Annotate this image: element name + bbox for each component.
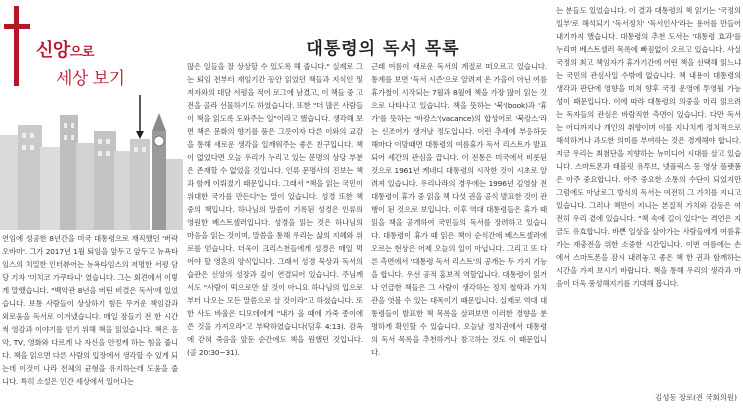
column-2-text: 많은 일들을 잘 상상할 수 있도록 해 줍니다." 실제로 그는 퇴임 전부터 재임기간 동안 읽었던 책들과 지식인 및 저자와의 대담 서평을 적어 로그에 남겼고, 이 책들 중 고전을 골라 선물하기도 하였습니다. 또한 "더 많은 사람들이 책을 읽도록 도와주는 일"이라고 했습니다. 생각해 보면 책은 문화의 향기를 품은 그릇이자 다른 이와의 교감을 통해 새로운 생각을 일깨워주는 좋은 친구입니다. 책이 없었다면 오늘 우리가 누리고 있는 문명의 상당 부분은 존재할 수 없었을 것입니다. 인류 문명사의 진보는 책과 함께 이뤄졌기 때문입니다. 그래서 "책을 읽는 국민이 위대한 국가를 만든다"는 말이 있습니다. 성경 또한 책 중의 책입니다. 하나님의 말씀이 기록된 성경은 인류의 영원한 베스트셀러입니다. 성경을 읽는 것은 하나님의 마음을 읽는 것이며, 말씀을 통해 우리는 삶의 지혜와 위로를 얻습니다. 더욱이 크리스천들에게 성경은 매일 먹어야 할 영혼의 양식입니다. 그래서 성경 묵상과 독서의 습관은 신앙의 성장과 깊이 연결되어 있습니다. 주님께서도 "사람이 떡으로만 살 것이 아니요 하나님의 입으로부터 나오는 모든 말씀으로 살 것이라"고 하셨습니다. 또한 사도 바울은 디모데에게 "내가 올 때에 가죽 종이에 쓴 것을 가져오라"고 부탁하였습니다(딤후 4:13). 감옥에 갇혀 죽음을 앞둔 순간에도 책을 원했던 것입니다. (골 20:30~31). [187,62,363,357]
column-1-text: 연임에 성공한 8년간을 미국 대통령으로 재직했던 '버락 오바마'. 그가 2017년 1월 퇴임을 앞두고 앞두고 뉴욕타임스의 치밀한 인터뷰어는 뉴욕타임스의 저명한 서평 담당 기자 '미치코 가쿠타니' 였습니다. 그는 회견에서 이렇게 말했습니다. "백악관 8년을 버틴 비결은 독서'에 있었습니다. 보통 사람들이 상상하기 힘든 무거운 책임감과 외로움을 독서로 이겨냈습니다. 매일 잠들기 전 한 시간씩 영감과 이야기를 얻기 위해 책을 읽었습니다. 책은 음악, TV, 영화와 다르게 나 자신을 안정케 하는 힘을 줍니다. 책을 읽으면 다른 사람의 입장에서 생각할 수 있게 되는데 이것이 나라 전체의 균형을 유지하는데 도움을 줍니다. 특히 소설은 인간 세상에서 일어나는 [2,234,178,386]
column-brand-subtitle: 세상 보기 [56,69,125,89]
column-4-text: 는 분들도 있었습니다. 이 결과 대통령의 책 읽기는 '국정의 일부'로 해석되기 '독서정치' '독서인사'라는 용어를 만들어 내기까지 했습니다. 대통령의 추천 도서는 '대통령 효과'를 누리며 베스트셀러 목록에 빠짐없이 오르고 있습니다. 사실 국정의 최고 책임자가 휴가기간에 어떤 책을 선택해 읽느냐는 국민의 관심사일 수밖에 없습니다. 책 내용이 대통령의 생각과 판단에 영향을 미쳐 향후 국정 운영에 투영될 가능성이 때문입니다. 이에 따라 대통령의 의중을 미리 읽으려는 독자들의 관심은 바람직한 측면이 있습니다. 다만 독서는 어디까지나 개인의 취향이며 이를 지나치게 정치적으로 해석하거나 과도한 의미를 부여하는 것은 경계해야 합니다. 지금 우리는 최첨단을 지향하는 뉴미디어 시대를 살고 있습니다. 스마트폰과 태블릿 유투브, 넷플릭스 등 영상 플랫폼은 아주 중요합니다. 아주 중요한 소통의 수단이 되었지만 그럼에도 아날로그 방식의 독서는 여전히 그 가치를 지니고 있습니다. 그러나 책만이 지니는 본질적 가치와 감동은 여전히 우리 곁에 있습니다. "책 속에 길이 있다"는 격언은 지금도 유효합니다. 바쁜 일상을 살아가는 사람들에게 여름휴가는 재충전을 위한 소중한 시간입니다. 이번 여름에는 손에서 스마트폰을 잠시 내려놓고 좋은 책 한 권과 함께하는 시간을 가져 보시기 바랍니다. 책을 통해 우리의 생각과 마음이 더욱 풍성해지기를 기대해 봅니다. [556,6,741,288]
article-column-4 [556,4,741,384]
column-3-text: 근래 여름이 새로운 독서의 계절로 떠오르고 있습니다. 통계를 보면 '독서 시즌'으로 알려져 온 가을이 아닌 여름휴가철이 시작되는 7월과 8월에 책을 가장 많이 읽는 것으로 나타나고 있습니다. 책을 뜻하는 '북'(book)과 '휴가'를 뜻하는 '바캉스'(vacance)의 합성어로 '북캉스'라는 신조어가 생겨날 정도입니다. 이런 추세에 부응하듯 해마다 이맘때면 대통령의 여름휴가 독서 리스트가 발표되어 세간의 관심을 끕니다. 이 전통은 미국에서 비롯된 것으로 1961년 케네디 대통령의 시작한 것이 시초로 알려져 있습니다. 우리나라의 경우에는 1996년 김영삼 전 대통령이 휴가 중 읽을 책 다섯 권을 공식 발표한 것이 관행이 된 것으로 보입니다. 이후 역대 대통령들은 휴가 때 읽을 책을 공개하여 국민들의 독서를 장려하고 있습니다. 대통령이 휴가 때 읽은 책이 순식간에 베스트셀러에 오르는 현상은 어제 오늘의 일이 아닙니다. 그리고 또 다른 측면에서 '대통령 독서 리스트'의 공개는 두 가지 기능을 합니다. 우선 공적 홍보적 역할입니다. 대통령이 읽거나 언급한 책들은 그 사람이 생각하는 정치 철학과 가치관을 엿볼 수 있는 대목이기 때문입니다. 실제로 역대 대통령들이 발표한 책 목록을 살펴보면 이러한 경향을 분명하게 확인할 수 있습니다. 오늘날 정치권에서 대통령의 독서 목록을 추천하거나 참고하는 것도 이 때문입니다. [371,62,547,357]
article-column-3 [371,60,547,405]
article-column-1 [2,232,178,410]
article-headline: 대통령의 독서 목록 [306,39,460,59]
article-column-2 [187,60,363,405]
cross-icon [0,0,40,90]
column-header-illustration [0,0,183,230]
author-byline: 김성동 장로(전 국회의원) [655,393,737,402]
column-brand-title: 신앙으로 [36,40,94,61]
city-skyline-illustration [0,95,183,230]
